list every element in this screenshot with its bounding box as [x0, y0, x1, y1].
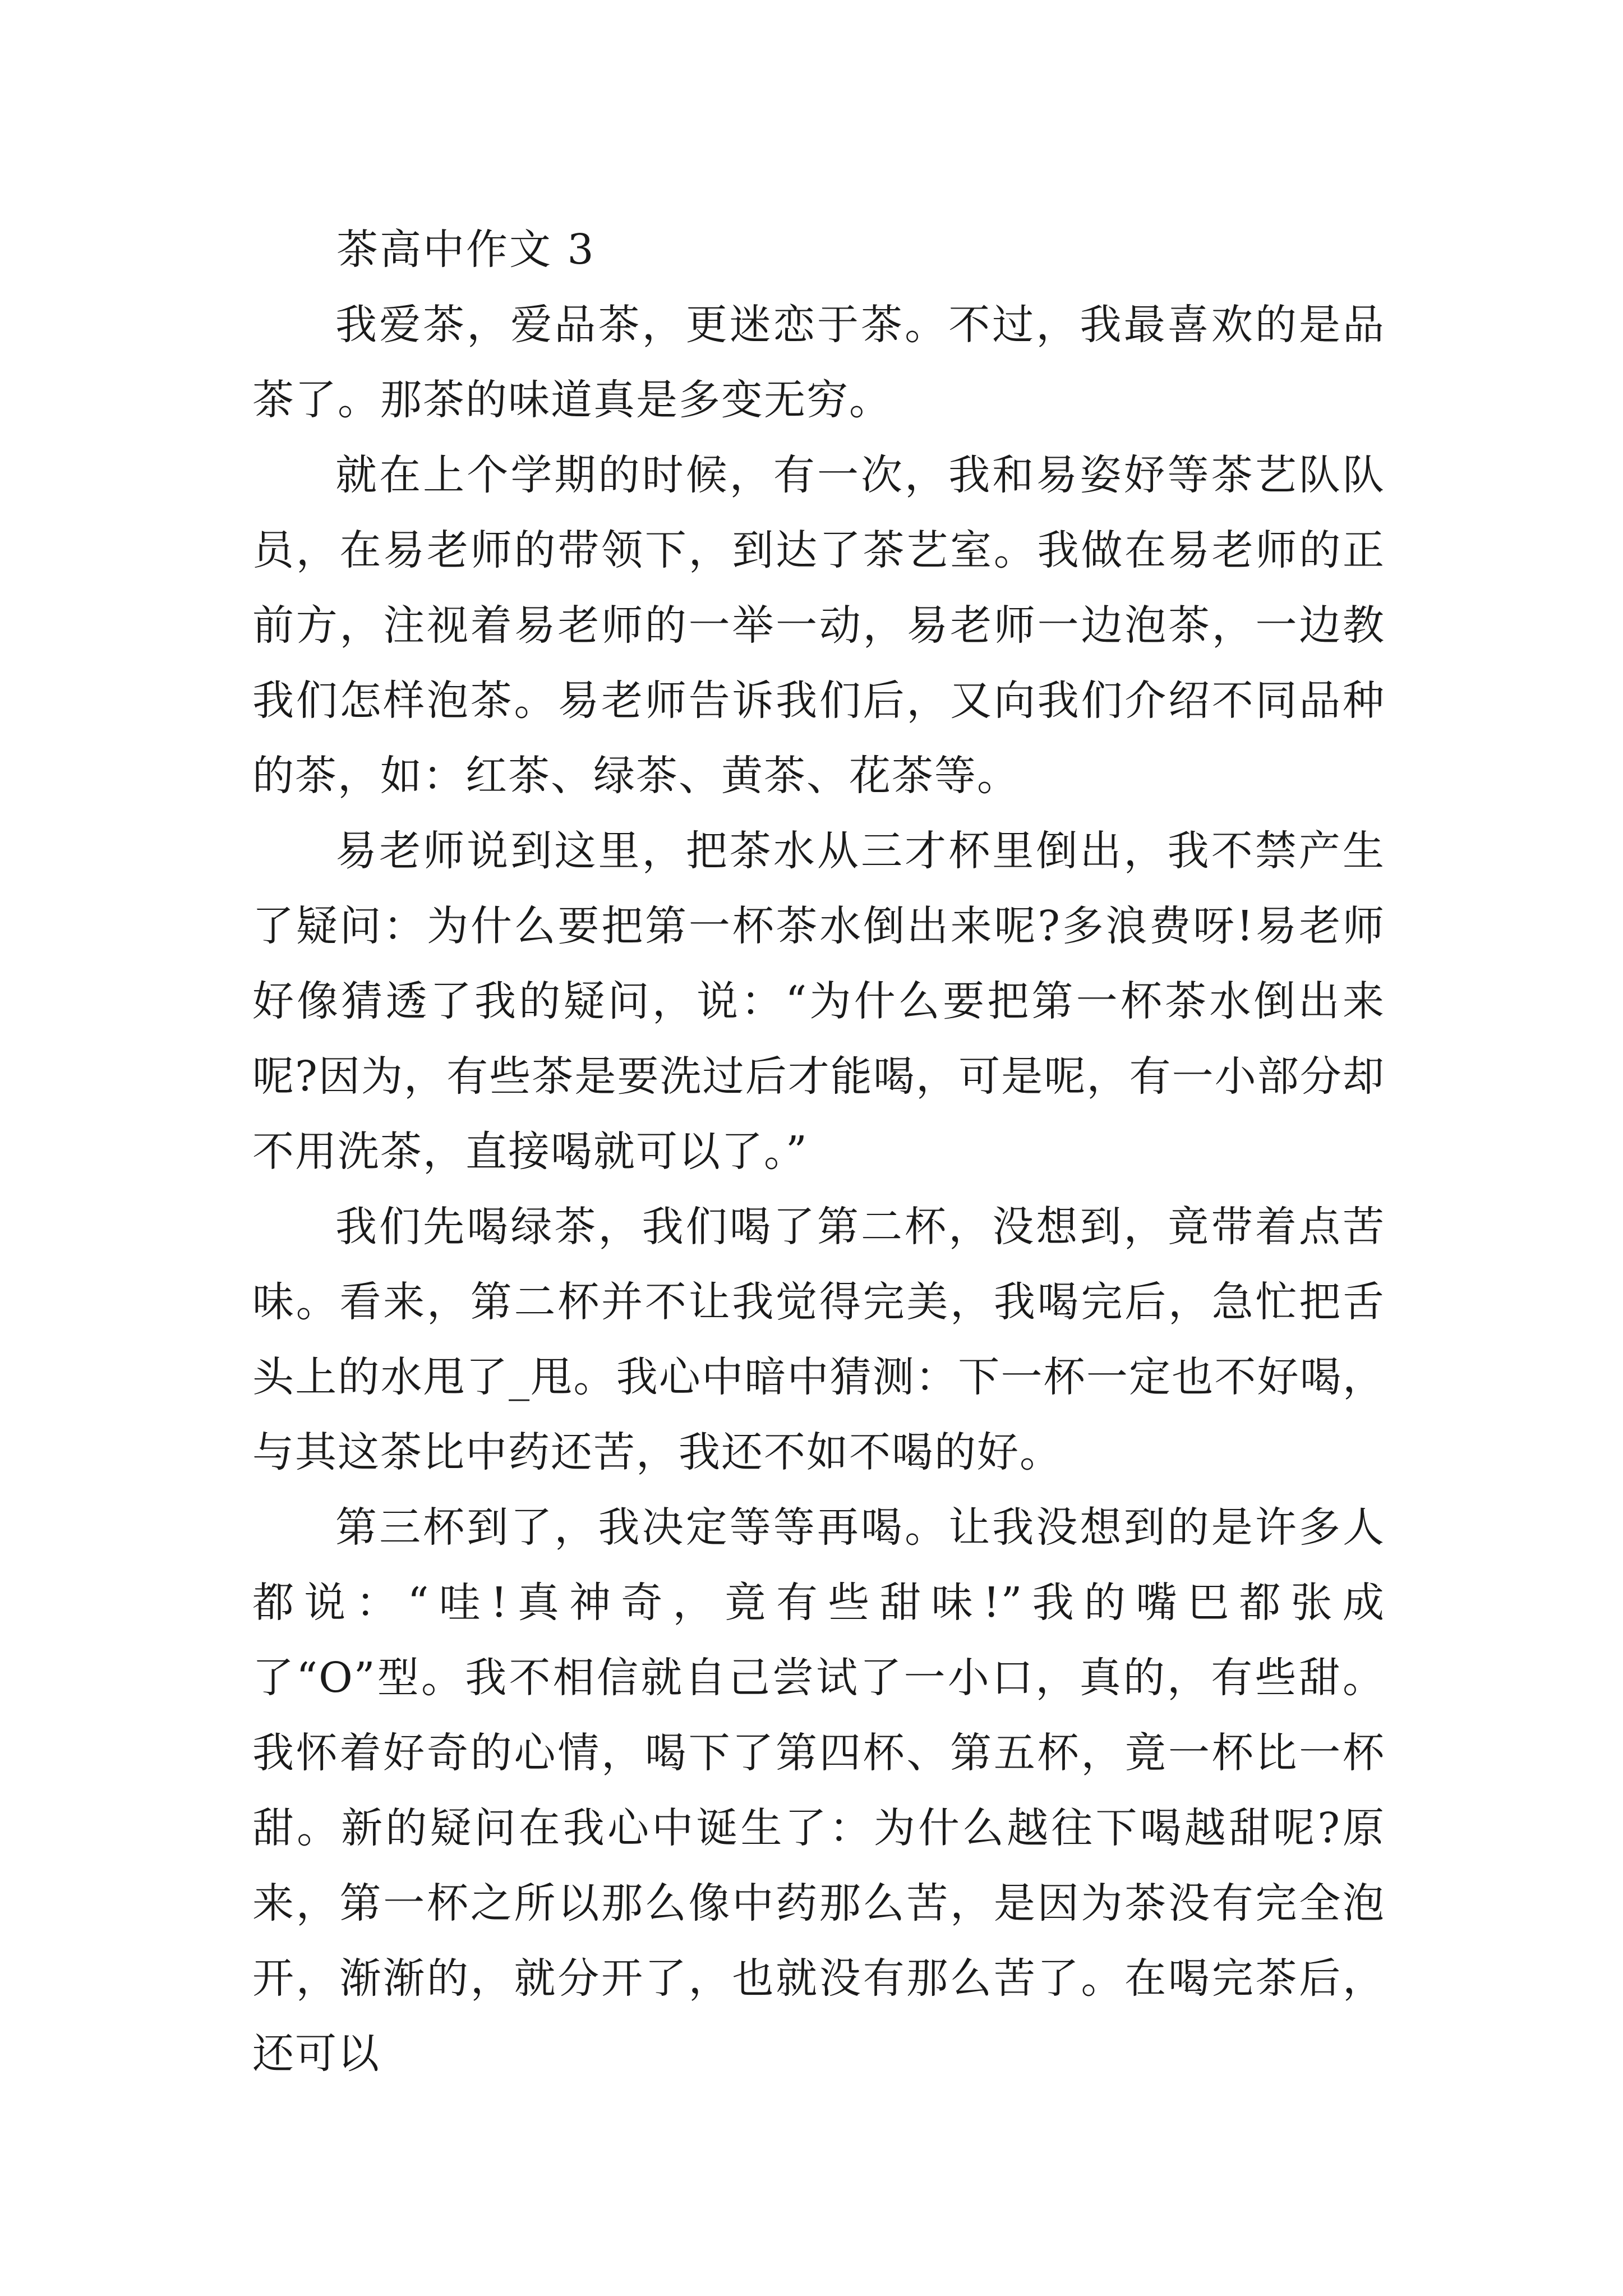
paragraph-2: 就在上个学期的时候，有一次，我和易姿妤等茶艺队队员，在易老师的带领下，到达了茶艺室。我做在易老师的正前方，注视着易老师的一举一动，易老师一边泡茶，一边教我们怎样泡茶。易老师告诉我们后，又向我们介绍不同品种的茶，如：红茶、绿茶、黄茶、花茶等。 [252, 451, 1385, 800]
paragraph-5: 第三杯到了，我决定等等再喝。让我没想到的是许多人都说：“哇!真神奇，竟有些甜味!”我的嘴巴都张成了“O”型。我不相信就自己尝试了一小口，真的，有些甜。我怀着好奇的心情，喝下了第四杯、第五杯，竟一杯比一杯甜。新的疑问在我心中诞生了：为什么越往下喝越甜呢?原来，第一杯之所以那么像中药那么苦，是因为茶没有完全泡开，渐渐的，就分开了，也就没有那么苦了。在喝完茶后，还可以 [252, 1503, 1385, 2078]
paragraph-3: 易老师说到这里，把茶水从三才杯里倒出，我不禁产生了疑问：为什么要把第一杯茶水倒出来呢?多浪费呀!易老师好像猜透了我的疑问，说：“为什么要把第一杯茶水倒出来呢?因为，有些茶是要洗过后才能喝，可是呢，有一小部分却不用洗茶，直接喝就可以了。” [252, 827, 1385, 1176]
document-body [252, 212, 1385, 2091]
document-title: 茶高中作文 3 [336, 226, 596, 274]
paragraph-4: 我们先喝绿茶，我们喝了第二杯，没想到，竟带着点苦味。看来，第二杯并不让我觉得完美，我喝完后，急忙把舌头上的水甩了_甩。我心中暗中猜测：下一杯一定也不好喝，与其这茶比中药还苦，我还不如不喝的好。 [252, 1203, 1385, 1476]
paragraph-1: 我爱茶，爱品茶，更迷恋于茶。不过，我最喜欢的是品茶了。那茶的味道真是多变无穷。 [252, 301, 1385, 424]
